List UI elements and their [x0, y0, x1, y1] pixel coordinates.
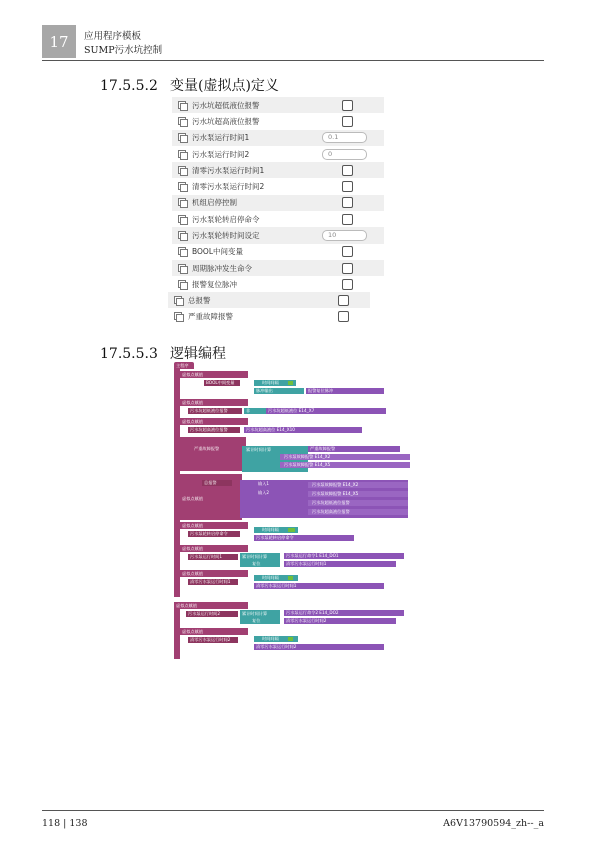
copy-icon[interactable]	[178, 150, 187, 159]
variable-label: 清零污水泵运行时间1	[192, 165, 265, 175]
ref-label: 污水泵故障报警 E14_X2	[284, 454, 331, 459]
target-label: 总报警	[204, 480, 217, 485]
target-label: 污水泵运行时间2	[188, 611, 220, 616]
variable-checkbox[interactable]	[338, 295, 349, 306]
variable-label: 总报警	[188, 295, 211, 305]
variable-row	[172, 97, 384, 113]
target-label: BOOL中间变量	[206, 380, 235, 385]
variable-label: 报警复位脉冲	[192, 279, 237, 289]
calc-label: 累计时间计算	[242, 611, 268, 616]
variable-row	[172, 195, 384, 211]
target-bool-mid[interactable]	[204, 380, 240, 386]
pulse-value[interactable]	[288, 576, 293, 580]
variable-checkbox[interactable]	[342, 100, 353, 111]
assign-label: 虚拟点赋值	[182, 571, 203, 576]
target-label: 污水泵轮转启停命令	[190, 531, 228, 536]
assign-block[interactable]	[180, 399, 248, 406]
footer-rule	[42, 810, 544, 811]
io-ref-x5b[interactable]	[308, 491, 408, 497]
ref-label: 清零污水泵运行时间1	[286, 561, 327, 566]
header-subtitle: SUMP污水坑控制	[84, 45, 163, 56]
variable-checkbox[interactable]	[342, 246, 353, 257]
variable-label: BOOL中间变量	[192, 247, 243, 257]
variable-row	[172, 178, 384, 194]
variable-label: 清零污水泵运行时间2	[192, 182, 265, 192]
copy-icon[interactable]	[178, 264, 187, 273]
section-title: 变量(虚拟点)定义	[170, 78, 279, 94]
input-label: 输入1	[258, 481, 270, 486]
io-ref-x5[interactable]	[280, 462, 410, 468]
variable-row	[172, 276, 384, 292]
assign-block[interactable]	[180, 570, 248, 577]
ref-label: 污水泵故障报警 E14_X5	[284, 462, 331, 467]
variable-label: 污水泵轮转时间设定	[192, 231, 260, 241]
assign-block[interactable]	[180, 522, 248, 529]
chapter-number-box	[42, 25, 76, 58]
variable-checkbox[interactable]	[338, 311, 349, 322]
or-label: 累计时间计算	[246, 447, 272, 452]
io-ref-high[interactable]	[244, 427, 362, 433]
io-ref-low[interactable]	[266, 408, 386, 414]
variable-checkbox[interactable]	[342, 116, 353, 127]
variable-label: 污水泵运行时间2	[192, 149, 250, 159]
var-ref[interactable]	[308, 446, 400, 452]
pulse-output[interactable]	[254, 388, 304, 394]
assign-block[interactable]	[174, 602, 248, 609]
copy-icon[interactable]	[174, 312, 183, 321]
target-label: 污水坑超低液位报警	[190, 408, 228, 413]
target-label: 污水坑超高液位报警	[190, 427, 228, 432]
ref-label: 污水泵故障报警 E14_X2	[312, 482, 359, 487]
variable-checkbox[interactable]	[342, 214, 353, 225]
target-label: 清零污水泵运行时间1	[190, 579, 231, 584]
assign-label: 虚拟点赋值	[182, 523, 203, 528]
assign-block[interactable]	[180, 628, 248, 635]
reset-label: 复位	[252, 561, 261, 566]
target-clear1[interactable]	[188, 579, 238, 585]
assign-severe[interactable]	[180, 437, 246, 471]
variable-checkbox[interactable]	[342, 279, 353, 290]
ref-label: 严重故障报警	[310, 446, 336, 451]
pulse-value[interactable]	[288, 637, 293, 641]
copy-icon[interactable]	[178, 182, 187, 191]
assign-block[interactable]	[180, 545, 248, 552]
copy-icon[interactable]	[178, 101, 187, 110]
timer-label: 时间间隔	[262, 380, 279, 385]
assign-label: 虚拟点赋值	[182, 419, 203, 424]
assign-label: 虚拟点赋值	[182, 629, 203, 634]
var-ref-clear2[interactable]	[284, 618, 396, 624]
ref-label: 污水泵运行命令1 E14_DO1	[286, 553, 339, 558]
variable-number-field[interactable]: 0.1	[322, 132, 367, 143]
assign-block[interactable]	[180, 371, 248, 378]
target-label: 污水泵运行时间1	[190, 554, 222, 559]
target-clear2[interactable]	[188, 637, 238, 643]
assign-label: 虚拟点赋值	[182, 400, 203, 405]
variable-label: 污水泵运行时间1	[192, 133, 250, 143]
ref-label: 报警复位脉冲	[308, 388, 334, 393]
run-time-calc[interactable]	[240, 610, 280, 624]
variable-row	[172, 113, 384, 129]
variable-checkbox[interactable]	[342, 197, 353, 208]
variable-row	[172, 227, 384, 243]
variable-list-1	[172, 97, 384, 293]
copy-icon[interactable]	[178, 247, 187, 256]
variable-row	[172, 260, 384, 276]
assign-label: 虚拟点赋值	[176, 603, 197, 608]
copy-icon[interactable]	[178, 215, 187, 224]
main-program-label: 主程序	[176, 363, 189, 368]
variable-number-field[interactable]: 10	[322, 230, 367, 241]
ref-label: 污水坑超低液位报警	[312, 500, 350, 505]
variable-row	[168, 292, 370, 308]
section-number: 17.5.5.2	[100, 78, 158, 94]
var-ref-low[interactable]	[308, 500, 408, 506]
section-heading-variables	[100, 75, 279, 95]
section-number: 17.5.5.3	[100, 346, 158, 362]
io-ref-run2[interactable]	[284, 610, 404, 616]
copy-icon[interactable]	[178, 231, 187, 240]
header-rule	[42, 60, 544, 61]
main-program-hat[interactable]	[174, 362, 194, 369]
variable-checkbox[interactable]	[342, 181, 353, 192]
io-ref-rotation[interactable]	[254, 535, 354, 541]
timer-value[interactable]	[288, 528, 295, 532]
run-time-calc[interactable]	[240, 553, 280, 567]
target-run-time2[interactable]	[186, 611, 238, 617]
copy-icon[interactable]	[178, 133, 187, 142]
assign-block[interactable]	[180, 418, 248, 425]
ref-label: 清零污水泵运行时间2	[256, 644, 297, 649]
copy-icon[interactable]	[178, 166, 187, 175]
variable-number-field[interactable]: 0	[322, 149, 367, 160]
target-run-time1[interactable]	[188, 554, 238, 560]
calc-label: 累计时间计算	[242, 554, 268, 559]
logic-block-program[interactable]	[174, 362, 418, 662]
ref-label: 污水坑超低液位 E14_X7	[268, 408, 315, 413]
target-label: 严重故障报警	[194, 446, 220, 451]
var-ref-high[interactable]	[308, 509, 408, 515]
ref-label: 污水泵运行命令2 E14_DO2	[286, 610, 339, 615]
target-total-alarm[interactable]	[202, 480, 232, 486]
ref-label: 清零污水泵运行时间1	[256, 583, 297, 588]
target-low-alarm[interactable]	[188, 408, 242, 414]
copy-icon[interactable]	[178, 198, 187, 207]
variable-label: 污水坑超低液位报警	[192, 100, 260, 110]
timer-label: 时间间隔	[262, 636, 279, 641]
variable-label: 污水泵轮转启停命令	[192, 214, 260, 224]
pulse-to-clear2[interactable]	[254, 644, 384, 650]
variable-checkbox[interactable]	[342, 263, 353, 274]
section-heading-logic	[100, 343, 226, 363]
reset-label: 复位	[252, 618, 261, 623]
target-high-alarm[interactable]	[188, 427, 240, 433]
ref-label: 污水坑超高液位报警	[312, 509, 350, 514]
target-label: 清零污水泵运行时间2	[190, 637, 231, 642]
variable-row	[168, 308, 370, 324]
variable-label: 严重故障报警	[188, 311, 233, 321]
timer-label: 时间间隔	[262, 527, 279, 532]
variable-row	[172, 146, 384, 162]
ref-label: 污水坑超高液位 E14_X10	[246, 427, 295, 432]
variable-row	[172, 244, 384, 260]
ref-label: 清零污水泵运行时间2	[286, 618, 327, 623]
not-label: 非	[246, 408, 251, 413]
var-ref-reset[interactable]	[306, 388, 384, 394]
ref-label: 污水泵轮转启停命令	[256, 535, 294, 540]
ref-label: 污水泵故障报警 E14_X5	[312, 491, 359, 496]
page-number: 118 | 138	[42, 818, 88, 829]
section-title: 逻辑编程	[170, 346, 226, 362]
variable-label: 机组启停控制	[192, 198, 237, 208]
assign-label: 虚拟点赋值	[182, 372, 203, 377]
not-block[interactable]	[244, 408, 266, 414]
io-ref-run1[interactable]	[284, 553, 404, 559]
io-ref-x2[interactable]	[280, 454, 410, 460]
pulse-to-clear1[interactable]	[254, 583, 384, 589]
target-rotation[interactable]	[188, 531, 240, 537]
pulse-out-label: 脉冲输出	[256, 388, 273, 393]
copy-icon[interactable]	[178, 280, 187, 289]
variable-label: 周期脉冲发生命令	[192, 263, 252, 273]
assign-label: 虚拟点赋值	[182, 496, 203, 501]
var-ref-clear1[interactable]	[284, 561, 396, 567]
chapter-number: 17	[49, 32, 69, 51]
timer-label: 时间间隔	[262, 575, 279, 580]
copy-icon[interactable]	[174, 296, 183, 305]
input-label: 输入2	[258, 490, 270, 495]
assign-label: 虚拟点赋值	[182, 546, 203, 551]
pulse-value[interactable]	[288, 381, 293, 385]
document-id: A6V13790594_zh--_a	[443, 818, 544, 829]
variable-row	[172, 162, 384, 178]
copy-icon[interactable]	[178, 117, 187, 126]
io-ref-x2b[interactable]	[308, 482, 408, 488]
header-title: 应用程序模板	[84, 31, 142, 42]
variable-row	[172, 211, 384, 227]
variable-checkbox[interactable]	[342, 165, 353, 176]
variable-list-2	[168, 292, 370, 325]
variable-row	[172, 130, 384, 146]
variable-label: 污水坑超高液位报警	[192, 116, 260, 126]
